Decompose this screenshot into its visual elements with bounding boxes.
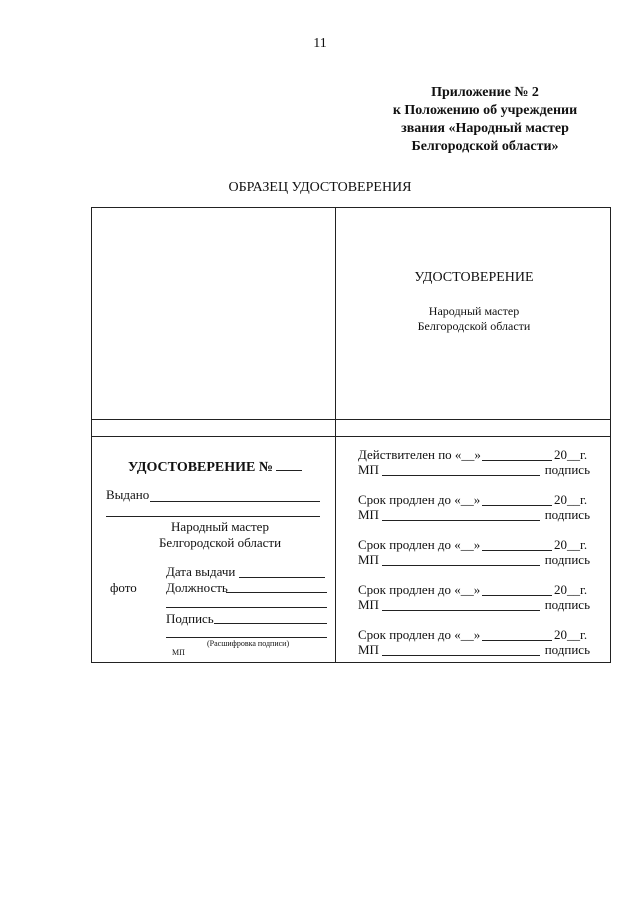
stamp-signature-row <box>358 552 590 568</box>
issue-date-line <box>239 577 325 578</box>
validity-year: 20__г. <box>554 492 588 507</box>
signature-decoding-line <box>166 637 327 638</box>
validity-label: Действителен по «__» <box>358 447 481 462</box>
validity-year: 20__г. <box>554 537 588 552</box>
stamp-signature-row <box>358 642 590 658</box>
row-signature-line <box>382 655 540 656</box>
cover-bottom-line <box>91 419 611 420</box>
validity-year: 20__г. <box>554 582 588 597</box>
cover-title: УДОСТОВЕРЕНИЕ <box>414 270 534 285</box>
validity-row <box>358 447 590 463</box>
validity-date-line <box>482 460 552 461</box>
validity-label: Срок продлен до «__» <box>358 627 481 642</box>
appendix-line-4: Белгородской области» <box>411 139 559 154</box>
stamp-signature-row <box>358 462 590 478</box>
validity-year: 20__г. <box>554 447 588 462</box>
validity-date-line <box>482 550 552 551</box>
appendix-line-2: к Положению об учреждении <box>392 103 578 118</box>
appendix-heading <box>360 84 610 156</box>
signature-label: Подпись <box>166 611 214 626</box>
certificate-number-label: УДОСТОВЕРЕНИЕ № <box>128 460 273 475</box>
page-number: 11 <box>313 36 327 51</box>
validity-date-line <box>482 640 552 641</box>
issue-date-label: Дата выдачи <box>166 564 236 579</box>
row-stamp-label: МП <box>358 462 379 477</box>
row-stamp-label: МП <box>358 642 379 657</box>
validity-row <box>358 627 590 643</box>
validity-label: Срок продлен до «__» <box>358 537 481 552</box>
appendix-line-3: звания «Народный мастер <box>401 121 569 136</box>
validity-label: Срок продлен до «__» <box>358 492 481 507</box>
cover-subtitle-line-1: Народный мастер <box>428 304 520 318</box>
issued-to-line-2 <box>106 516 320 517</box>
row-sign-label: подпись <box>544 597 590 612</box>
row-sign-label: подпись <box>544 507 590 522</box>
photo-label: фото <box>110 580 137 595</box>
issued-to-line-1 <box>150 501 320 502</box>
certificate-fold-line <box>335 207 336 663</box>
signature-line <box>214 623 327 624</box>
row-signature-line <box>382 565 540 566</box>
stamp-label: МП <box>172 648 185 657</box>
rank-line-1: Народный мастер <box>171 519 269 534</box>
rank-line-2: Белгородской области <box>158 535 282 550</box>
rank-block <box>120 519 320 551</box>
row-signature-line <box>382 610 540 611</box>
stamp-signature-row <box>358 507 590 523</box>
validity-row <box>358 582 590 598</box>
row-signature-line <box>382 520 540 521</box>
sample-title: ОБРАЗЕЦ УДОСТОВЕРЕНИЯ <box>228 180 412 195</box>
position-line-2 <box>166 607 327 608</box>
validity-year: 20__г. <box>554 627 588 642</box>
inner-top-line <box>91 436 611 437</box>
cover-subtitle <box>337 304 611 334</box>
position-line-1 <box>226 592 327 593</box>
validity-date-line <box>482 595 552 596</box>
appendix-line-1: Приложение № 2 <box>431 85 539 100</box>
stamp-signature-row <box>358 597 590 613</box>
cover-subtitle-line-2: Белгородской области <box>417 319 531 333</box>
certificate-number <box>128 458 302 476</box>
row-stamp-label: МП <box>358 552 379 567</box>
issued-to-label: Выдано <box>106 487 150 502</box>
position-label: Должность <box>166 580 228 595</box>
signature-decoding-label: (Расшифровка подписи) <box>207 639 290 648</box>
validity-row <box>358 537 590 553</box>
validity-label: Срок продлен до «__» <box>358 582 481 597</box>
row-sign-label: подпись <box>544 462 590 477</box>
row-sign-label: подпись <box>544 642 590 657</box>
row-sign-label: подпись <box>544 552 590 567</box>
row-stamp-label: МП <box>358 507 379 522</box>
certificate-number-blank <box>276 458 302 471</box>
row-signature-line <box>382 475 540 476</box>
row-stamp-label: МП <box>358 597 379 612</box>
validity-date-line <box>482 505 552 506</box>
validity-row <box>358 492 590 508</box>
